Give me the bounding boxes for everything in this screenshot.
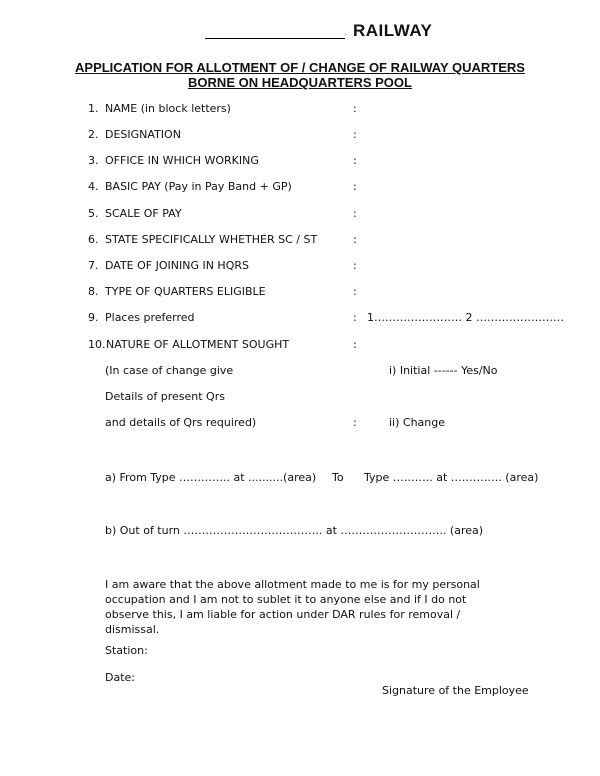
field-label-designation: DESIGNATION [105, 128, 181, 141]
field-label-name: NAME (in block letters) [105, 102, 231, 115]
option-a-to-type[interactable]: Type ……….. at ………….. (area) [364, 471, 539, 484]
field-number: 6. [88, 233, 99, 246]
field-number: 3. [88, 154, 99, 167]
field-colon: : [353, 102, 357, 115]
option-a-to: To [332, 471, 344, 484]
change-option[interactable]: ii) Change [389, 416, 446, 429]
field-label-scale-of-pay: SCALE OF PAY [105, 207, 182, 220]
nature-note-line3: and details of Qrs required) [105, 416, 257, 429]
field-label-quarters-type: TYPE OF QUARTERS ELIGIBLE [105, 285, 266, 298]
field-label-office: OFFICE IN WHICH WORKING [105, 154, 259, 167]
initial-option[interactable]: i) Initial ------ Yes/No [389, 364, 498, 377]
field-number: 9. [88, 311, 99, 324]
form-title-line1: APPLICATION FOR ALLOTMENT OF / CHANGE OF RAILWAY QUARTERS [75, 60, 525, 75]
nature-note-line1: (In case of change give [105, 364, 234, 377]
station-label: Station: [105, 644, 148, 657]
railway-dot: . [345, 30, 347, 37]
nature-note-line2: Details of present Qrs [105, 390, 225, 403]
form-title-line2: BORNE ON HEADQUARTERS POOL [188, 75, 412, 90]
field-label-sc-st: STATE SPECIFICALLY WHETHER SC / ST [105, 233, 318, 246]
field-number: 5. [88, 207, 99, 220]
field-number: 2. [88, 128, 99, 141]
field-colon: : [353, 285, 357, 298]
field-colon: : [353, 154, 357, 167]
field-colon: : [353, 233, 357, 246]
declaration-paragraph: I am aware that the above allotment made to me is for my personal occupation and I am not to sublet it to anyone else and if I do not observe this, I am liable for action under DAR rules for removal / dismissal. [105, 578, 480, 636]
field-colon: : [353, 338, 357, 351]
railway-heading: RAILWAY [353, 21, 433, 40]
field-label-places-preferred: Places preferred [105, 311, 195, 324]
field-number: 4. [88, 180, 99, 193]
field-label-basic-pay: BASIC PAY (Pay in Pay Band + GP) [105, 180, 292, 193]
field-number: 7. [88, 259, 99, 272]
places-preferred-blanks[interactable]: 1…………………… 2 …………………… [367, 311, 564, 324]
field-colon: : [353, 259, 357, 272]
nature-colon: : [353, 416, 357, 429]
field-colon: : [353, 207, 357, 220]
railway-name-blank[interactable] [205, 38, 345, 39]
field-colon: : [353, 128, 357, 141]
field-colon: : [353, 311, 357, 324]
field-colon: : [353, 180, 357, 193]
option-a-from-type[interactable]: a) From Type ………….. at ..........(area) [105, 471, 317, 484]
field-number: 1. [88, 102, 99, 115]
signature-label: Signature of the Employee [382, 684, 529, 697]
field-label-nature-of-allotment: NATURE OF ALLOTMENT SOUGHT [106, 338, 290, 351]
option-b-out-of-turn[interactable]: b) Out of turn ……………………………….. at ……………………….. (area) [105, 524, 484, 537]
field-number: 8. [88, 285, 99, 298]
field-label-date-of-joining: DATE OF JOINING IN HQRS [105, 259, 249, 272]
date-label: Date: [105, 671, 135, 684]
field-number: 10. [88, 338, 106, 351]
